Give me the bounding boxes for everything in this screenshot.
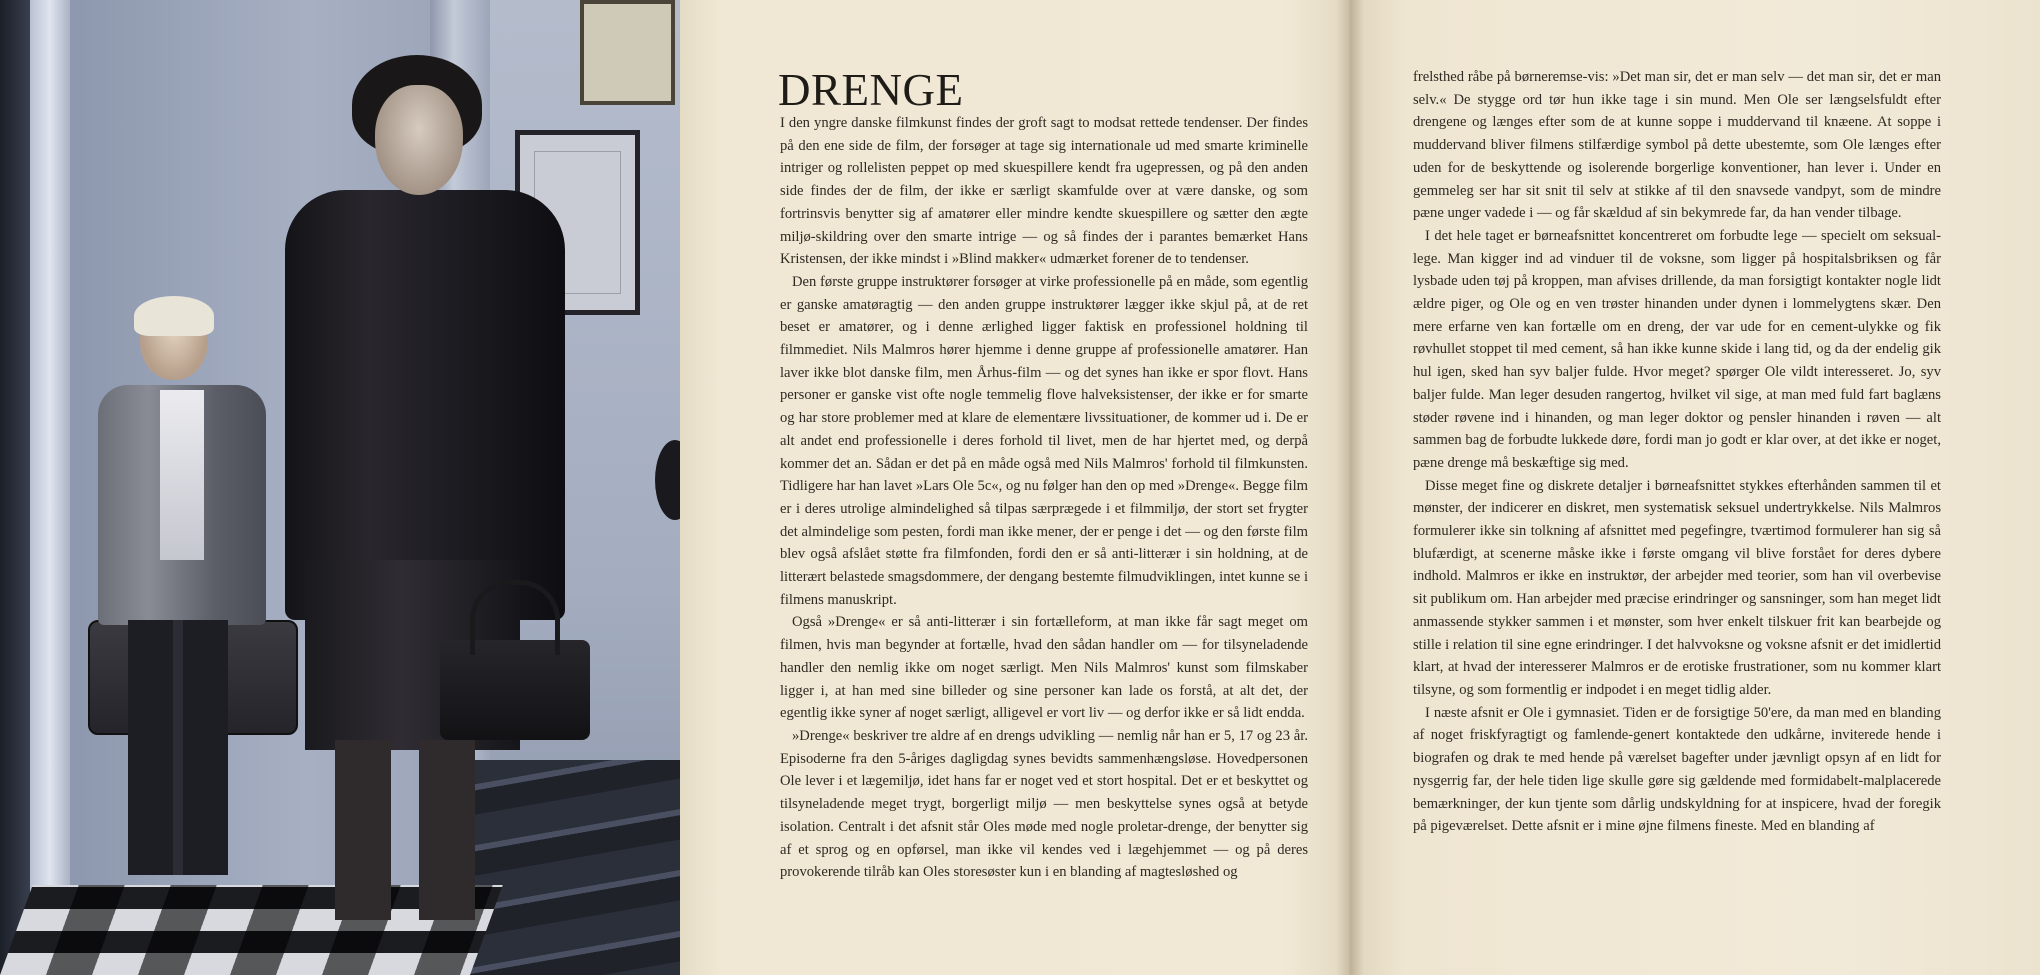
photo-woman-coat: [285, 190, 565, 620]
book-gutter: [1336, 0, 1364, 975]
paragraph: I det hele taget er børneafsnittet koncentreret om forbudte lege — specielt om seksual-lege. Man kigger ind ad vinduer til de voksne, som ligger på hospitalsbriksen og får lysbade uden tøj på kroppen, man afvises drillende, da man forsigtigt kontakter nogle lidt ældre piger, og Ole og en ven trøster hinanden under dynen i lommelygtens skær. Den mere erfarne ven kan fortælle om en dreng, der var ude for en cement-ulykke og fik røvhullet stoppet til med cement, så han ikke kunne skide i lang tid, og da der endelig gik hul igen, sked han syv baljer fulde. Hvor meget? spørger Ole vildt interesseret. Jo, syv baljer fulde. Man leger desuden rangertog, hvilket vil sige, at man med fuld fart baglæns støder røvene ind i hinanden, og man leger doktor og pensler hinanden i røven — alt sammen bag de forbudte lukkede døre, fordi man jo godt er klar over, at det ikke er noget, pæne drenge må beskæftige sig med.: [1413, 227, 1941, 471]
paragraph: I næste afsnit er Ole i gymnasiet. Tiden er de forsigtige 50'ere, da man med en blanding af noget friskfyragtigt og famlende-genert kontaktede den udkårne, inviterede hende i biografen og drak te med hende på værelset bagefter under jævnligt opsyn af en lidt for nysgerrig far, der hele tiden lige skulle gøre sig gældende med formidabelt-malplacerede bemærkninger, der kun tjente som dårlig undskyldning for at inspicere, hvad der foregik på pigeværelset. Dette afsnit er i mine øjne filmens fineste. Med en blanding af: [1413, 704, 1941, 835]
paragraph: Disse meget fine og diskrete detaljer i børneafsnittet stykkes efterhånden sammen til et mønster, der indicerer en diskret, men systematisk seksuel undertrykkelse. Nils Malmros formulerer ikke sin tolkning af afsnittet med pegefingre, tværtimod formulerer han sig så blufærdigt, at scenerne måske ikke i første omgang vil blive forstået for deres dybere indhold. Malmros er ikke en instruktør, der arbejder med teorier, som han vil overbevise sit publikum om. Han arbejder med præcise erindringer og sansninger, som han meget lidt anmassende stykker sammen i et mønster, som hver enkelt tilskuer frit kan bearbejde og stille i relation til sine egne erindringer. I det halvvoksne og voksne afsnit er det imidlertid klart, at hvad der interesserer Malmros er de erotiske frustrationer, som nu kommer klart tilsyne, og som formentlig er indpodet i en meget tidlig alder.: [1413, 477, 1941, 698]
text-column-middle: [780, 112, 1308, 884]
photo-handbag: [440, 640, 590, 740]
article-title: DRENGE: [778, 65, 964, 115]
film-still-photo: [0, 0, 680, 975]
text-column-right: [1413, 66, 1941, 838]
paragraph: frelsthed råbe på børneremse-vis: »Det man sir, det er man selv — det man sir, det er man selv.« De stygge ord tør hun ikke tage i sin mund. Men Ole ser længselsfuldt efter drengene og længes efter som de at kunne soppe i muddervand til knæene. At soppe i muddervand bliver filmens stilfærdige symbol på dette ubestemte, som Ole længes efter uden for de beskyttende og isolerende borgerlige konventioner, han lever i. Under en gemmeleg ser har sit snit til selv at stikke af til den snavsede vandpyt, som de mindre pæne unger vadede i — og får skældud af sin bekymrede far, da han vender tilbage.: [1413, 69, 1941, 222]
photo-boy-hair: [134, 296, 214, 336]
photo-door-frame: [30, 0, 70, 900]
paragraph: Den første gruppe instruktører forsøger at virke professionelle på en måde, som egentlig er ganske amatøragtig — den anden gruppe instruktører lægger ikke skjul på, at de ret beset er amatører, og i denne ærlighed ligger faktisk en professionel holdning til filmmediet. Nils Malmros hører hjemme i denne gruppe af professionelle amatører. Han laver ikke blot danske film, men Århus-film — og det synes han ikke er spor flovt. Hans personer er ganske vist ofte nogle temmelig flove halveksistenser, der ikke er for smarte og har store problemer med at klare de elementære livssituationer, de kommer ud i. De er alt andet end professionelle i deres forhold til livet, men de har hjertet med, og derpå kommer det an. Sådan er det på en måde også med Nils Malmros' forhold til filmkunsten. Tidligere har han lavet »Lars Ole 5c«, og nu følger han den op med »Drenge«. Begge film er i deres utrolige almindelighed så tilpas særprægede i et filmmiljø, der stort set frygter det almindelige som pesten, fordi man ikke mener, der er penge i det — og den første film blev også afslået støtte fra filmfonden, fordi den er så anti-litterær i sin holdning, at de litterært belastede smagsdommere, der dengang bestemte filmudviklingen, intet kunne se i filmens manuskript.: [780, 273, 1308, 608]
paragraph: »Drenge« beskriver tre aldre af en drengs udvikling — nemlig når han er 5, 17 og 23 år. Episoderne fra den 5-åriges dagligdag synes bevidts sammenhængsløse. Hovedpersonen Ole lever i et lægemiljø, idet hans far er noget ved et stort hospital. Det er et beskyttet og tilsyneladende meget trygt, borgerligt miljø — men beskyttelse synes også at betyde isolation. Centralt i det afsnit står Oles møde med nogle proletar-drenge, der benytter sig af et sprog og en opførsel, man ikke vil kendes ved i lægehjemmet — og på deres provokerende tilråb kan Oles storesøster kun i en blanding af magtesløshed og: [780, 727, 1308, 881]
photo-wall-picture-top: [580, 0, 675, 105]
photo-woman-legs: [335, 740, 475, 920]
photo-boy-legs: [128, 620, 228, 875]
photo-boy-shirt: [160, 390, 204, 560]
paragraph: Også »Drenge« er så anti-litterær i sin fortælleform, at man ikke får sagt meget om filmen, hvis man begynder at fortælle, hvad den sådan handler om — for tilsyneladende handler den nemlig ikke om noget særligt. Men Nils Malmros' kunst som filmskaber ligger i, at han med sine billeder og sine personer kan lade os forstå, at alt det, der egentlig ikke syner af noget særligt, alligevel er vort liv — og derfor ikke er så lidt endda.: [780, 614, 1308, 722]
photo-woman-face: [375, 85, 463, 195]
paragraph: I den yngre danske filmkunst findes der groft sagt to modsat rettede tendenser. Der findes på den ene side de film, der forsøger at tage sig internationale ud med smarte kriminelle intriger og rollelisten peppet op med skuespillere kendt fra ugepressen, og på den anden side findes der de film, der ikke er særligt skamfulde over at være danske, og som fortrinsvis benytter sig af amatører eller mindre kendte skuespillere og sætter den ægte miljø-skildring over den smarte intrige — og så findes der i parantes bemærket Hans Kristensen, der ikke mindst i »Blind makker« udmærket forener de to tendenser.: [780, 115, 1308, 268]
